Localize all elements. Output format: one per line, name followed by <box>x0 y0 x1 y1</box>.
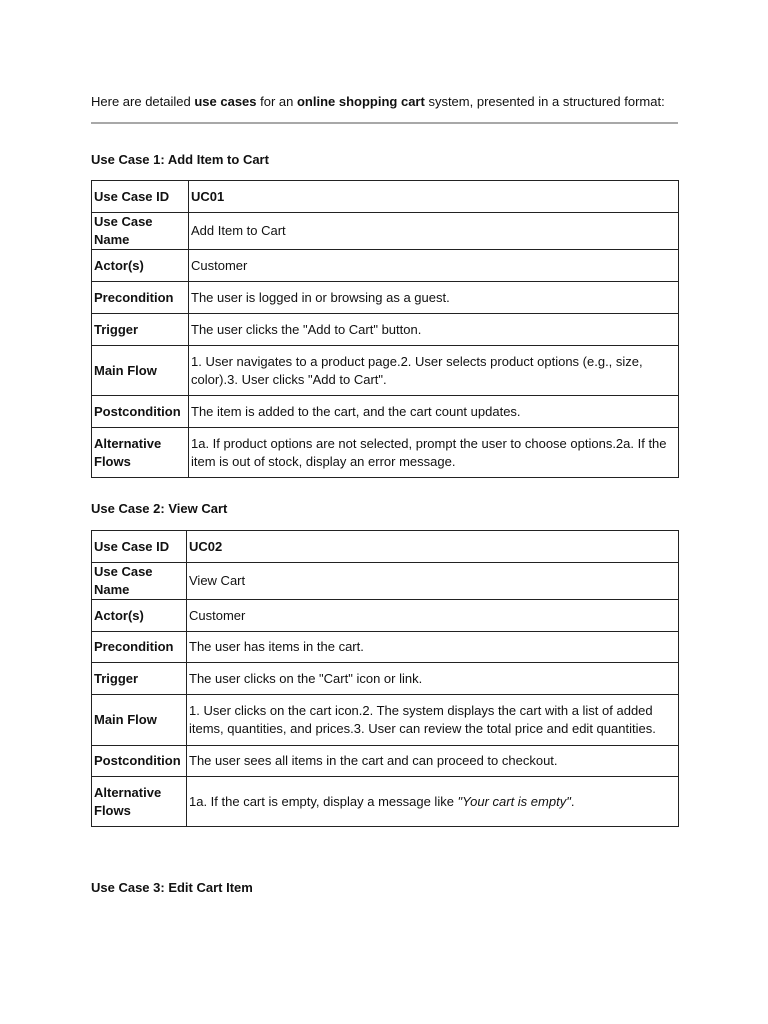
row-label: Precondition <box>92 632 187 663</box>
intro-suffix: system, presented in a structured format: <box>424 94 665 109</box>
row-value: Customer <box>189 250 679 282</box>
row-label: Use Case ID <box>92 181 189 213</box>
row-value: The user clicks on the "Cart" icon or link. <box>187 663 679 695</box>
row-label: Postcondition <box>92 746 187 777</box>
row-label: Trigger <box>92 314 189 346</box>
table-row <box>92 213 679 250</box>
row-label: Precondition <box>92 282 189 314</box>
intro-bold-use-cases: use cases <box>194 94 257 109</box>
row-value-prefix: 1a. If the cart is empty, display a message like <box>189 793 458 809</box>
table-row <box>92 777 679 827</box>
table-row <box>92 531 679 563</box>
intro-prefix: Here are detailed <box>91 94 195 109</box>
row-value: The user is logged in or browsing as a guest. <box>189 282 679 314</box>
row-value: 1a. If product options are not selected, prompt the user to choose options.2a. If the item is out of stock, display an error message. <box>189 428 679 478</box>
row-value: UC02 <box>187 531 679 563</box>
table-row <box>92 632 679 663</box>
row-value: Add Item to Cart <box>189 213 679 250</box>
table-row <box>92 746 679 777</box>
row-label: Actor(s) <box>92 600 187 632</box>
horizontal-divider <box>91 122 678 124</box>
row-value: The item is added to the cart, and the cart count updates. <box>189 396 679 428</box>
row-value: The user clicks the "Add to Cart" button. <box>189 314 679 346</box>
use-case-2-table <box>91 530 679 827</box>
row-value: The user has items in the cart. <box>187 632 679 663</box>
row-value: 1. User navigates to a product page.2. User selects product options (e.g., size, color).3. User clicks "Add to Cart". <box>189 346 679 396</box>
table-row <box>92 695 679 746</box>
table-row <box>92 346 679 396</box>
table-row <box>92 600 679 632</box>
row-value-suffix: . <box>570 793 575 809</box>
row-label: Alternative Flows <box>92 428 189 478</box>
row-value <box>187 777 679 827</box>
table-row <box>92 396 679 428</box>
table-row <box>92 181 679 213</box>
row-label: Trigger <box>92 663 187 695</box>
row-value: UC01 <box>189 181 679 213</box>
row-label: Main Flow <box>92 346 189 396</box>
use-case-2-heading: Use Case 2: View Cart <box>91 501 228 516</box>
table-row <box>92 563 679 600</box>
use-case-1-table <box>91 180 679 478</box>
row-label: Actor(s) <box>92 250 189 282</box>
use-case-3-heading: Use Case 3: Edit Cart Item <box>91 880 253 895</box>
row-label: Use Case ID <box>92 531 187 563</box>
row-label: Main Flow <box>92 695 187 746</box>
row-value: View Cart <box>187 563 679 600</box>
row-label: Use Case Name <box>92 213 189 250</box>
row-label: Use Case Name <box>92 563 187 600</box>
table-row <box>92 663 679 695</box>
intro-middle: for an <box>256 94 297 109</box>
row-label: Postcondition <box>92 396 189 428</box>
table-row <box>92 250 679 282</box>
table-row <box>92 282 679 314</box>
intro-paragraph <box>91 94 691 110</box>
row-value: The user sees all items in the cart and can proceed to checkout. <box>187 746 679 777</box>
row-label: Alternative Flows <box>92 777 187 827</box>
row-value: 1. User clicks on the cart icon.2. The system displays the cart with a list of added items, quantities, and prices.3. User can review the total price and edit quantities. <box>187 695 679 746</box>
row-value: Customer <box>187 600 679 632</box>
use-case-1-heading: Use Case 1: Add Item to Cart <box>91 152 269 167</box>
table-row <box>92 428 679 478</box>
row-value-emphasis: "Your cart is empty" <box>457 793 571 809</box>
intro-bold-online-shopping-cart: online shopping cart <box>296 94 425 109</box>
table-row <box>92 314 679 346</box>
